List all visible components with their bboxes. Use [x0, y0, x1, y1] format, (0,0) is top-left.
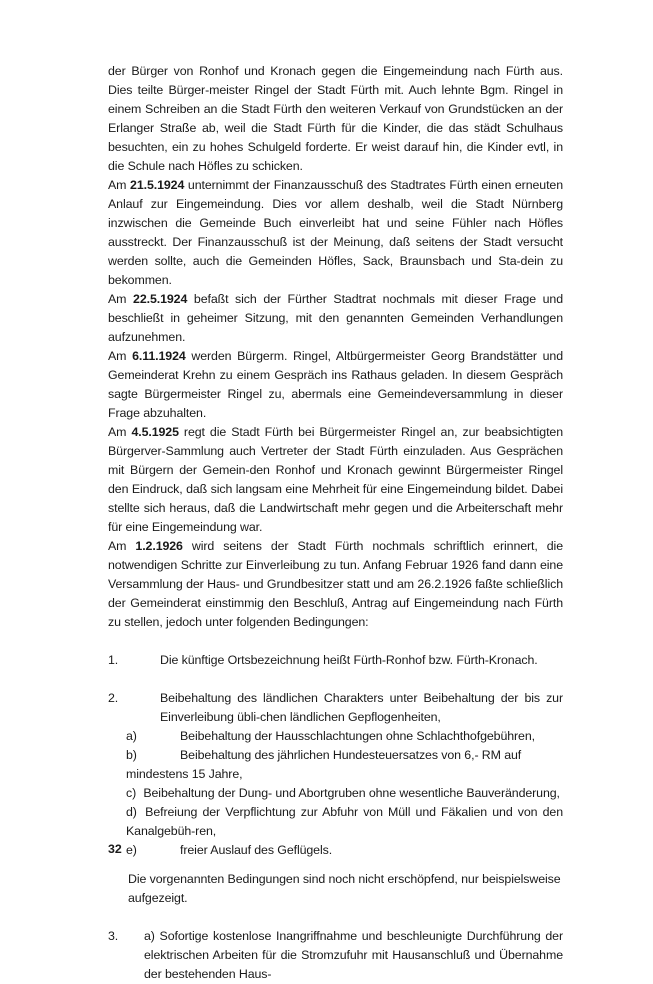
date: 22.5.1924 — [133, 292, 188, 306]
date: 4.5.1925 — [131, 425, 179, 439]
paragraph-text: der Bürger von Ronhof und Kronach gegen die Eingemeindung nach Fürth aus. Dies teilte Bürger-meister Ringel der Stadt Fürth mit. Auch lehnte Bgm. Ringel in einem Schreiben an die Stadt Fürth den weiteren Verkauf von Grundstücken an der Erlanger Straße ab, weil die Stadt Fürth für die Kinder, die das städt Schulhaus besuchten, ein zu hohes Schulgeld forderte. Er weist darauf hin, die Kinder evtl, in die Schule nach Höfles zu schicken. — [108, 64, 563, 173]
sub-item-text: freier Auslauf des Geflügels. — [180, 843, 333, 857]
paragraph — [108, 290, 563, 347]
conditions-list — [108, 651, 563, 984]
paragraph-lead: Am — [108, 349, 133, 363]
paragraph-lead: Am — [108, 539, 136, 553]
sub-item-label: b) — [126, 748, 137, 762]
sub-item-label: e) — [126, 843, 137, 857]
sub-item — [108, 784, 563, 803]
page-number: 32 — [108, 842, 122, 856]
list-number: 3. — [108, 929, 119, 943]
date: 21.5.1924 — [130, 178, 185, 192]
list-item — [108, 927, 563, 984]
paragraph-text: regt die Stadt Fürth bei Bürgermeister Ringel an, zur beabsichtigten Bürgerver-Sammlung auch Vertreter der Stadt Fürth einzuladen. Aus Gesprächen mit Bürgern der Gemein-den Ronhof und Kronach gewinnt Bürgermeister Ringel den Eindruck, daß sich langsam eine Mehrheit für eine Eingemeindung bildet. Dabei stellte sich heraus, daß die Landwirtschaft mehr gegen und die Arbeiterschaft mehr für eine Eingemeindung war. — [108, 425, 563, 534]
body-text — [108, 62, 563, 984]
paragraph-text: wird seitens der Stadt Fürth nochmals schriftlich erinnert, die notwendigen Schritte zur Einverleibung zu tun. Anfang Februar 1926 fand dann eine Versammlung der Haus- und Grundbesitzer statt und am 26.2.1926 faßte schließlich der Gemeinderat einstimmig den Beschluß, Antrag auf Eingemeindung nach Fürth zu stellen, jedoch unter folgenden Bedingungen: — [108, 539, 563, 629]
sub-item-text: Beibehaltung der Dung- und Abortgruben ohne wesentliche Bauveränderung, — [143, 786, 560, 800]
paragraph-lead: Am — [108, 292, 134, 306]
list-number: 1. — [108, 653, 119, 667]
sub-item-text: Befreiung der Verpflichtung zur Abfuhr von Müll und Fäkalien und von den Kanalgebüh-ren, — [126, 805, 563, 838]
list-item-text: a) Sofortige kostenlose Inangriffnahme und beschleunigte Durchführung der elektrischen Arbeiten für die Stromzufuhr mit Hausanschluß und Übernahme der bestehenden Haus- — [144, 929, 563, 981]
paragraph — [108, 347, 563, 423]
sub-item — [108, 727, 563, 746]
sub-item-label: d) — [126, 805, 137, 819]
list-number: 2. — [108, 691, 119, 705]
paragraph-text: befaßt sich der Fürther Stadtrat nochmals mit dieser Frage und beschließt in geheimer Sitzung, mit den genannten Gemeinden Verhandlungen aufzunehmen. — [108, 292, 564, 344]
list-item — [108, 689, 563, 908]
paragraph — [108, 423, 563, 537]
sub-item-text: Beibehaltung des jährlichen Hundesteuersatzes von 6,- RM auf mindestens 15 Jahre, — [126, 748, 522, 781]
paragraph-lead: Am — [108, 178, 131, 192]
paragraph-lead: Am — [108, 425, 132, 439]
sub-item — [108, 841, 563, 860]
sub-item-label: c) — [126, 786, 137, 800]
sub-item — [108, 803, 563, 841]
paragraph-text: werden Bürgerm. Ringel, Altbürgermeister Georg Brandstätter und Gemeinderat Krehn zu einem Gespräch ins Rathaus geladen. In diesem Gespräch sagte Bürgermeister Ringel zu, abermals eine Gemeindeversammlung in dieser Frage abzuhalten. — [108, 349, 563, 420]
conditions-note: Die vorgenannten Bedingungen sind noch nicht erschöpfend, nur beispielsweise aufgezeigt. — [128, 872, 561, 905]
date: 1.2.1926 — [135, 539, 183, 553]
paragraph — [108, 176, 563, 290]
sub-item-text: Beibehaltung der Hausschlachtungen ohne Schlachthofgebühren, — [180, 729, 535, 743]
list-item-text: Die künftige Ortsbezeichnung heißt Fürth-Ronhof bzw. Fürth-Kronach. — [160, 653, 538, 667]
date: 6.11.1924 — [132, 349, 186, 363]
sub-item — [108, 746, 563, 784]
paragraph — [108, 537, 563, 632]
sub-item-label: a) — [126, 729, 137, 743]
paragraph-text: unternimmt der Finanzausschuß des Stadtrates Fürth einen erneuten Anlauf zur Eingemeindung. Dies vor allem deshalb, weil die Stadt Nürnberg inzwischen die Gemeinde Buch einverleibt hat und seine Fühler nach Höfles ausstreckt. Der Finanzausschuß ist der Meinung, daß seitens der Stadt versucht werden sollte, auch die Gemeinden Höfles, Sack, Braunsbach und Sta-dein zu bekommen. — [108, 178, 563, 287]
paragraph — [108, 62, 563, 176]
list-item — [108, 651, 563, 670]
list-item-text: Beibehaltung des ländlichen Charakters unter Beibehaltung der bis zur Einverleibung übli-chen ländlichen Gepflogenheiten, — [160, 691, 563, 724]
